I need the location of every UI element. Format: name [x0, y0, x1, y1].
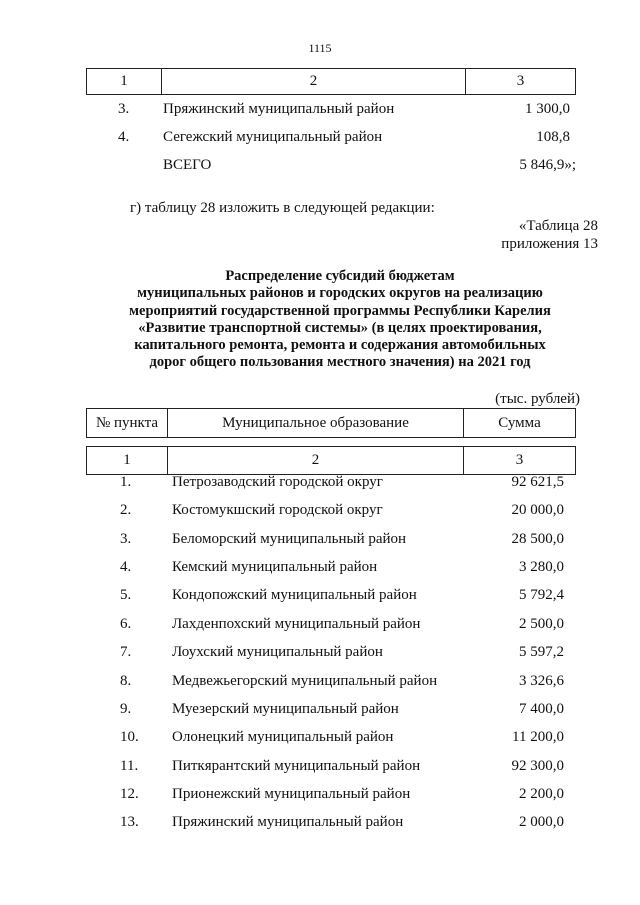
table-reference-line2: приложения 13 — [501, 236, 598, 252]
row-number: 3. — [120, 530, 132, 547]
prev-col-3: 3 — [466, 69, 576, 95]
prev-col-1: 1 — [87, 69, 162, 95]
table-heading — [90, 268, 590, 372]
row-number: 8. — [120, 672, 132, 689]
row-name: Петрозаводский городской округ — [172, 474, 383, 490]
total-label: ВСЕГО — [163, 157, 212, 173]
row-sum: 5 792,4 — [519, 587, 564, 604]
row-sum: 2 500,0 — [519, 615, 564, 632]
table-row — [0, 127, 640, 147]
row-sum: 2 200,0 — [519, 785, 564, 802]
prev-col-2: 2 — [162, 69, 466, 95]
row-name: Муезерский муниципальный район — [172, 700, 399, 717]
row-name: Лоухский муниципальный район — [172, 644, 383, 661]
table-row — [0, 671, 640, 691]
row-number: 2. — [120, 502, 132, 519]
table-row — [0, 557, 640, 577]
prev-table-header — [86, 68, 576, 95]
heading-line: муниципальных районов и городских округов на реализацию — [137, 285, 543, 302]
page-number: 1115 — [308, 41, 332, 55]
number-col-2: 2 — [168, 447, 464, 475]
number-col-1: 1 — [87, 447, 168, 475]
row-sum: 20 000,0 — [511, 502, 564, 519]
row-sum: 5 597,2 — [519, 644, 564, 661]
row-sum: 1 300,0 — [525, 101, 570, 117]
table-row — [0, 727, 640, 747]
row-number: 5. — [120, 587, 132, 604]
row-name: Лахденпохский муниципальный район — [172, 615, 421, 632]
instruction-text: г) таблицу 28 изложить в следующей редакции: — [130, 200, 435, 216]
table-row — [0, 500, 640, 520]
table-row — [0, 472, 640, 492]
row-number: 3. — [118, 101, 130, 117]
units-label: (тыс. рублей) — [495, 391, 580, 407]
row-number: 12. — [120, 785, 139, 802]
row-name: Питкярантский муниципальный район — [172, 757, 421, 774]
row-name: Олонецкий муниципальный район — [172, 729, 394, 746]
row-sum: 3 280,0 — [519, 559, 564, 575]
row-name: Костомукшский городской округ — [172, 502, 383, 519]
row-name: Пряжинский муниципальный район — [172, 814, 404, 831]
row-sum: 2 000,0 — [519, 814, 564, 831]
main-table-header — [86, 408, 576, 475]
total-row — [0, 155, 640, 175]
row-name: Медвежьегорский муниципальный район — [172, 672, 438, 689]
row-number: 4. — [118, 129, 130, 145]
table-row — [0, 585, 640, 605]
row-sum: 108,8 — [536, 129, 570, 145]
row-name: Пряжинский муниципальный район — [163, 101, 395, 117]
header-col-2: Муниципальное образование — [168, 409, 464, 438]
heading-line: капитального ремонта, ремонта и содержания автомобильных — [134, 337, 546, 354]
heading-line: мероприятий государственной программы Республики Карелия — [129, 302, 551, 319]
table-row — [0, 614, 640, 634]
header-col-1: № пункта — [87, 409, 168, 438]
row-sum: 3 326,6 — [519, 672, 564, 689]
row-number: 6. — [120, 615, 132, 632]
row-name: Прионежский муниципальный район — [172, 785, 411, 802]
row-number: 10. — [120, 729, 139, 746]
row-sum: 11 200,0 — [512, 729, 564, 746]
table-row — [0, 529, 640, 549]
number-col-3: 3 — [464, 447, 576, 475]
row-number: 11. — [120, 757, 139, 774]
row-sum: 7 400,0 — [519, 700, 564, 717]
row-name: Беломорский муниципальный район — [172, 530, 407, 547]
row-number: 1. — [120, 474, 132, 490]
row-name: Кондопожский муниципальный район — [172, 587, 417, 604]
row-sum: 92 621,5 — [511, 474, 564, 490]
row-name: Кемский муниципальный район — [172, 559, 378, 575]
row-number: 7. — [120, 644, 132, 661]
table-row — [0, 642, 640, 662]
row-sum: 92 300,0 — [511, 757, 564, 774]
row-sum: 28 500,0 — [511, 530, 564, 547]
row-number: 13. — [120, 814, 139, 831]
table-row — [0, 99, 640, 119]
table-row — [0, 699, 640, 719]
row-number: 4. — [120, 559, 132, 575]
table-row — [0, 812, 640, 832]
heading-line: «Развитие транспортной системы» (в целях проектирования, — [138, 319, 542, 336]
header-col-3: Сумма — [464, 409, 576, 438]
heading-line: дорог общего пользования местного значения) на 2021 год — [149, 354, 531, 371]
table-reference-line1: «Таблица 28 — [518, 218, 598, 234]
row-number: 9. — [120, 700, 132, 717]
row-name: Сегежский муниципальный район — [163, 129, 383, 145]
table-row — [0, 784, 640, 804]
heading-line: Распределение субсидий бюджетам — [225, 268, 455, 284]
table-row — [0, 756, 640, 776]
total-value: 5 846,9»; — [519, 157, 576, 173]
